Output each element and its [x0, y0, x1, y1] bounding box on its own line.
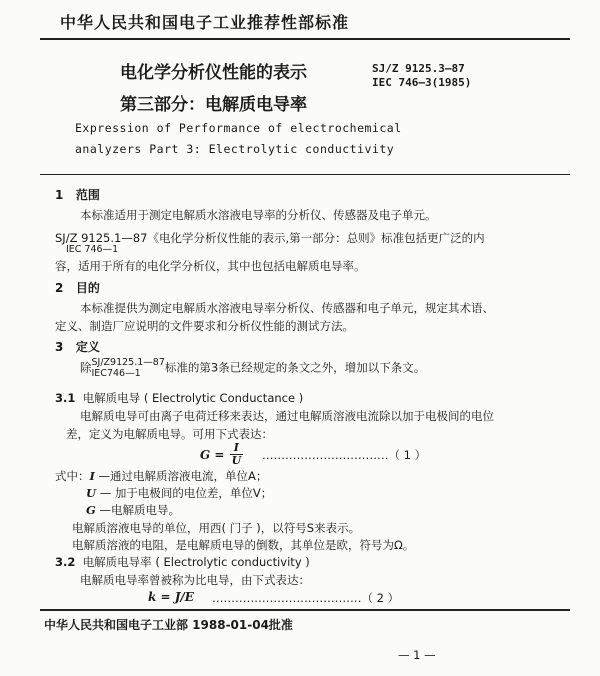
- title-line-2: 第三部分：电解质电导率: [120, 95, 307, 115]
- variable-description: —通过电解质溶液电流，单位A；: [98, 469, 268, 483]
- section-number: 2: [55, 281, 64, 295]
- subsection-number: 3.2: [55, 555, 76, 569]
- denominator: U: [231, 454, 242, 467]
- section-number: 3: [55, 340, 64, 354]
- variable-symbol: I: [89, 469, 95, 483]
- title-line-1: 电化学分析仪性能的表示: [120, 63, 307, 83]
- subsection-3-2-line-1: 电解质电导率曾被称为比电导，由下式表达：: [80, 573, 310, 587]
- section-1-paragraph-1: 本标准适用于测定电解质水溶液电导率的分析仪、传感器及电子单元。: [80, 208, 437, 222]
- section-1-heading: [55, 186, 100, 203]
- where-prefix: 式中：: [55, 469, 90, 483]
- subsection-3-1-resistance-line: 电解质溶液的电阻，是电解质电导的倒数，其单位是欧，符号为Ω。: [72, 538, 415, 552]
- prefix: 除: [80, 360, 92, 375]
- variable-description: — 加于电极间的电位差，单位V；: [99, 486, 273, 500]
- formula-2-tag: …………………………………（ 2 ）: [212, 591, 400, 605]
- title-rule: [40, 174, 570, 175]
- subsection-title: 电解质电导率 ( Electrolytic conductivity ): [82, 555, 310, 569]
- formula-1-tag: ……………………………（ 1 ）: [262, 448, 427, 462]
- formula-lhs: G =: [200, 448, 225, 462]
- english-title-line-2: analyzers Part 3: Electrolytic conductivity: [75, 142, 395, 156]
- section-title: 目的: [75, 281, 100, 295]
- subsection-3-1-heading: [55, 390, 303, 406]
- section-3-heading: [55, 338, 100, 355]
- header-rule: [40, 38, 570, 40]
- where-line-u: [86, 485, 272, 501]
- reference-top: SJ/Z9125.1—87: [91, 357, 165, 368]
- subsection-3-1-line-2: 差，定义为电解质电导。可用下式表达：: [66, 427, 273, 441]
- where-line-g: [86, 502, 180, 518]
- subsection-number: 3.1: [55, 391, 76, 405]
- subsection-3-1-line-1: 电解质电导可由离子电荷迁移来表达，通过电解质溶液电流除以加于电极间的电位: [80, 409, 494, 423]
- subsection-3-1-unit-line: 电解质溶液电导的单位，用西( 门子 )，以符号S来表示。: [72, 521, 361, 535]
- subsection-3-2-heading: [55, 554, 310, 570]
- reference-bottom: IEC746—1: [91, 368, 141, 379]
- formula-fraction: [230, 442, 244, 467]
- standard-number: SJ/Z 9125.3—87: [372, 62, 465, 75]
- variable-description: —电解质电导。: [99, 503, 180, 517]
- section-title: 定义: [75, 340, 100, 354]
- section-2-heading: [55, 279, 100, 296]
- iec-reference: IEC 746—1: [66, 244, 119, 255]
- footer-rule: [40, 609, 570, 611]
- iec-number: IEC 746—3(1985): [372, 76, 472, 89]
- formula-1: [200, 442, 243, 467]
- formula-2: k = J/E: [148, 590, 194, 604]
- variable-symbol: U: [86, 486, 97, 500]
- section-1-paragraph-2-line-2: 容，适用于所有的电化学分析仪，其中也包括电解质电导率。: [55, 259, 366, 273]
- section-title: 范围: [75, 188, 100, 202]
- standard-header: 中华人民共和国电子工业推荐性部标准: [60, 13, 350, 32]
- suffix: 标准的第3条已经规定的条文之外，增加以下条文。: [164, 360, 426, 375]
- numerator: I: [230, 442, 244, 455]
- reference-stack: [92, 357, 165, 379]
- subsection-title: 电解质电导 ( Electrolytic Conductance ): [82, 391, 304, 405]
- section-number: 1: [55, 188, 64, 202]
- section-3-paragraph: [80, 357, 425, 379]
- english-title-line-1: Expression of Performance of electrochemical: [75, 121, 402, 135]
- section-2-paragraph-line-1: 本标准提供为测定电解质水溶液电导率分析仪、传感器和电子单元，规定其术语、: [80, 301, 494, 315]
- approval-line: 中华人民共和国电子工业部 1988-01-04批准: [44, 618, 293, 632]
- variable-symbol: G: [86, 503, 96, 517]
- where-line-i: [55, 468, 267, 484]
- page-number: — 1 —: [398, 648, 436, 662]
- section-1-paragraph-2-line-1: SJ/Z 9125.1—87《电化学分析仪性能的表示,第一部分：总则》标准包括更广泛的内: [55, 231, 485, 245]
- section-2-paragraph-line-2: 定义、制造厂应说明的文件要求和分析仪性能的测试方法。: [55, 319, 354, 333]
